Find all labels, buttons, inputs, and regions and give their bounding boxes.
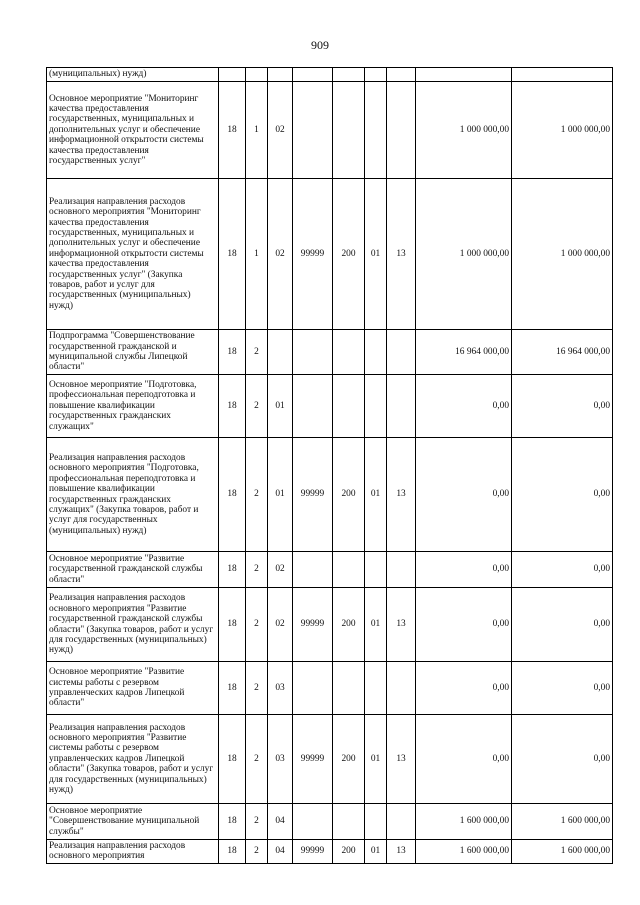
subprogram-code-cell: 2: [246, 552, 268, 588]
amount-year2-cell: 1 600 000,00: [512, 840, 613, 864]
subsection-cell: [387, 662, 416, 715]
expense-type-cell: [333, 375, 365, 438]
program-name-cell: Реализация направления расходов основного мероприятия "Развитие системы работы с резервом управленческих кадров Липецкой области" (Закупка товаров, работ и услуг для государственных (муниципальных) нужд): [47, 715, 219, 804]
program-name-cell: Основное мероприятие "Развитие системы работы с резервом управленческих кадров Липецкой области": [47, 662, 219, 715]
subsection-cell: 13: [387, 179, 416, 330]
expense-type-cell: 200: [333, 588, 365, 662]
subsection-cell: 13: [387, 840, 416, 864]
expense-type-cell: 200: [333, 840, 365, 864]
direction-code-cell: 99999: [293, 840, 333, 864]
section-cell: [365, 804, 387, 840]
subsection-cell: [387, 552, 416, 588]
subsection-cell: 13: [387, 588, 416, 662]
expense-type-cell: 200: [333, 438, 365, 552]
subprogram-code-cell: 2: [246, 804, 268, 840]
program-name-cell: (муниципальных) нужд): [47, 68, 219, 82]
amount-year1-cell: 1 000 000,00: [416, 82, 512, 179]
event-code-cell: [268, 330, 293, 375]
program-code-cell: 18: [219, 662, 246, 715]
program-name-cell: Основное мероприятие "Развитие государственной гражданской службы области": [47, 552, 219, 588]
subprogram-code-cell: 2: [246, 375, 268, 438]
subsection-cell: [387, 82, 416, 179]
event-code-cell: 04: [268, 804, 293, 840]
program-name-cell: Реализация направления расходов основного мероприятия "Развитие государственной гражданской службы области" (Закупка товаров, работ и услуг для государственных (муниципальных) нужд): [47, 588, 219, 662]
table-row: [47, 804, 613, 840]
program-code-cell: 18: [219, 82, 246, 179]
event-code-cell: 02: [268, 588, 293, 662]
amount-year1-cell: 16 964 000,00: [416, 330, 512, 375]
section-cell: [365, 552, 387, 588]
program-code-cell: [219, 68, 246, 82]
expense-type-cell: [333, 330, 365, 375]
expense-type-cell: [333, 82, 365, 179]
subsection-cell: [387, 68, 416, 82]
amount-year2-cell: 1 600 000,00: [512, 804, 613, 840]
table-row: [47, 840, 613, 864]
subprogram-code-cell: 2: [246, 715, 268, 804]
amount-year2-cell: 0,00: [512, 438, 613, 552]
section-cell: [365, 662, 387, 715]
event-code-cell: 03: [268, 662, 293, 715]
subprogram-code-cell: 2: [246, 438, 268, 552]
subprogram-code-cell: [246, 68, 268, 82]
section-cell: 01: [365, 179, 387, 330]
subprogram-code-cell: 2: [246, 330, 268, 375]
event-code-cell: 02: [268, 179, 293, 330]
amount-year2-cell: 16 964 000,00: [512, 330, 613, 375]
amount-year1-cell: 0,00: [416, 715, 512, 804]
event-code-cell: 02: [268, 552, 293, 588]
program-name-cell: Основное мероприятие "Мониторинг качества предоставления государственных, муниципальных и дополнительных услуг и обеспечение информационной открытости системы качества предоставления государственных услуг": [47, 82, 219, 179]
section-cell: [365, 375, 387, 438]
direction-code-cell: [293, 82, 333, 179]
table-row: [47, 82, 613, 179]
subsection-cell: 13: [387, 438, 416, 552]
event-code-cell: [268, 68, 293, 82]
amount-year1-cell: 0,00: [416, 438, 512, 552]
program-code-cell: 18: [219, 375, 246, 438]
event-code-cell: 03: [268, 715, 293, 804]
program-name-cell: Подпрограмма "Совершенствование государственной гражданской и муниципальной службы Липецкой области": [47, 330, 219, 375]
table-row: [47, 715, 613, 804]
table-row: [47, 375, 613, 438]
program-code-cell: 18: [219, 840, 246, 864]
table-row: [47, 179, 613, 330]
table-row: [47, 588, 613, 662]
budget-table: [46, 67, 613, 864]
program-code-cell: 18: [219, 330, 246, 375]
program-name-cell: Реализация направления расходов основного мероприятия: [47, 840, 219, 864]
program-code-cell: 18: [219, 715, 246, 804]
program-name-cell: Реализация направления расходов основного мероприятия "Подготовка, профессиональная переподготовка и повышение квалификации государственных гражданских служащих" (Закупка товаров, работ и услуг для государственных (муниципальных) нужд): [47, 438, 219, 552]
amount-year1-cell: 0,00: [416, 552, 512, 588]
section-cell: [365, 82, 387, 179]
event-code-cell: 04: [268, 840, 293, 864]
section-cell: 01: [365, 588, 387, 662]
amount-year1-cell: 0,00: [416, 588, 512, 662]
amount-year2-cell: 0,00: [512, 715, 613, 804]
direction-code-cell: 99999: [293, 715, 333, 804]
program-name-cell: Основное мероприятие "Подготовка, профессиональная переподготовка и повышение квалификации государственных гражданских служащих": [47, 375, 219, 438]
amount-year2-cell: 1 000 000,00: [512, 179, 613, 330]
section-cell: 01: [365, 438, 387, 552]
amount-year1-cell: 1 600 000,00: [416, 804, 512, 840]
direction-code-cell: 99999: [293, 179, 333, 330]
direction-code-cell: 99999: [293, 438, 333, 552]
amount-year2-cell: 0,00: [512, 552, 613, 588]
subprogram-code-cell: 2: [246, 662, 268, 715]
amount-year2-cell: 0,00: [512, 375, 613, 438]
table-row: [47, 330, 613, 375]
direction-code-cell: [293, 804, 333, 840]
subprogram-code-cell: 2: [246, 840, 268, 864]
subprogram-code-cell: 1: [246, 179, 268, 330]
table-row: [47, 662, 613, 715]
amount-year1-cell: 0,00: [416, 662, 512, 715]
program-code-cell: 18: [219, 588, 246, 662]
section-cell: [365, 68, 387, 82]
subsection-cell: 13: [387, 715, 416, 804]
program-code-cell: 18: [219, 552, 246, 588]
expense-type-cell: 200: [333, 179, 365, 330]
event-code-cell: 01: [268, 438, 293, 552]
direction-code-cell: [293, 330, 333, 375]
section-cell: 01: [365, 840, 387, 864]
program-name-cell: Основное мероприятие "Совершенствование муниципальной службы": [47, 804, 219, 840]
expense-type-cell: [333, 68, 365, 82]
table-row: [47, 438, 613, 552]
program-code-cell: 18: [219, 804, 246, 840]
expense-type-cell: 200: [333, 715, 365, 804]
section-cell: 01: [365, 715, 387, 804]
amount-year1-cell: 0,00: [416, 375, 512, 438]
direction-code-cell: [293, 375, 333, 438]
subsection-cell: [387, 804, 416, 840]
table-row: [47, 68, 613, 82]
event-code-cell: 01: [268, 375, 293, 438]
event-code-cell: 02: [268, 82, 293, 179]
subprogram-code-cell: 2: [246, 588, 268, 662]
direction-code-cell: [293, 662, 333, 715]
table-body: [47, 68, 613, 864]
direction-code-cell: [293, 552, 333, 588]
expense-type-cell: [333, 662, 365, 715]
amount-year1-cell: 1 000 000,00: [416, 179, 512, 330]
table-row: [47, 552, 613, 588]
expense-type-cell: [333, 552, 365, 588]
section-cell: [365, 330, 387, 375]
subsection-cell: [387, 330, 416, 375]
page-number: 909: [311, 38, 329, 52]
subprogram-code-cell: 1: [246, 82, 268, 179]
program-name-cell: Реализация направления расходов основного мероприятия "Мониторинг качества предоставления государственных, муниципальных и дополнительных услуг и обеспечение информационной открытости системы качества предоставления государственных услуг" (Закупка товаров, работ и услуг для государственных (муниципальных) нужд): [47, 179, 219, 330]
amount-year2-cell: 1 000 000,00: [512, 82, 613, 179]
amount-year2-cell: 0,00: [512, 588, 613, 662]
amount-year2-cell: 0,00: [512, 662, 613, 715]
program-code-cell: 18: [219, 438, 246, 552]
direction-code-cell: 99999: [293, 588, 333, 662]
expense-type-cell: [333, 804, 365, 840]
amount-year2-cell: [512, 68, 613, 82]
amount-year1-cell: 1 600 000,00: [416, 840, 512, 864]
program-code-cell: 18: [219, 179, 246, 330]
amount-year1-cell: [416, 68, 512, 82]
direction-code-cell: [293, 68, 333, 82]
subsection-cell: [387, 375, 416, 438]
